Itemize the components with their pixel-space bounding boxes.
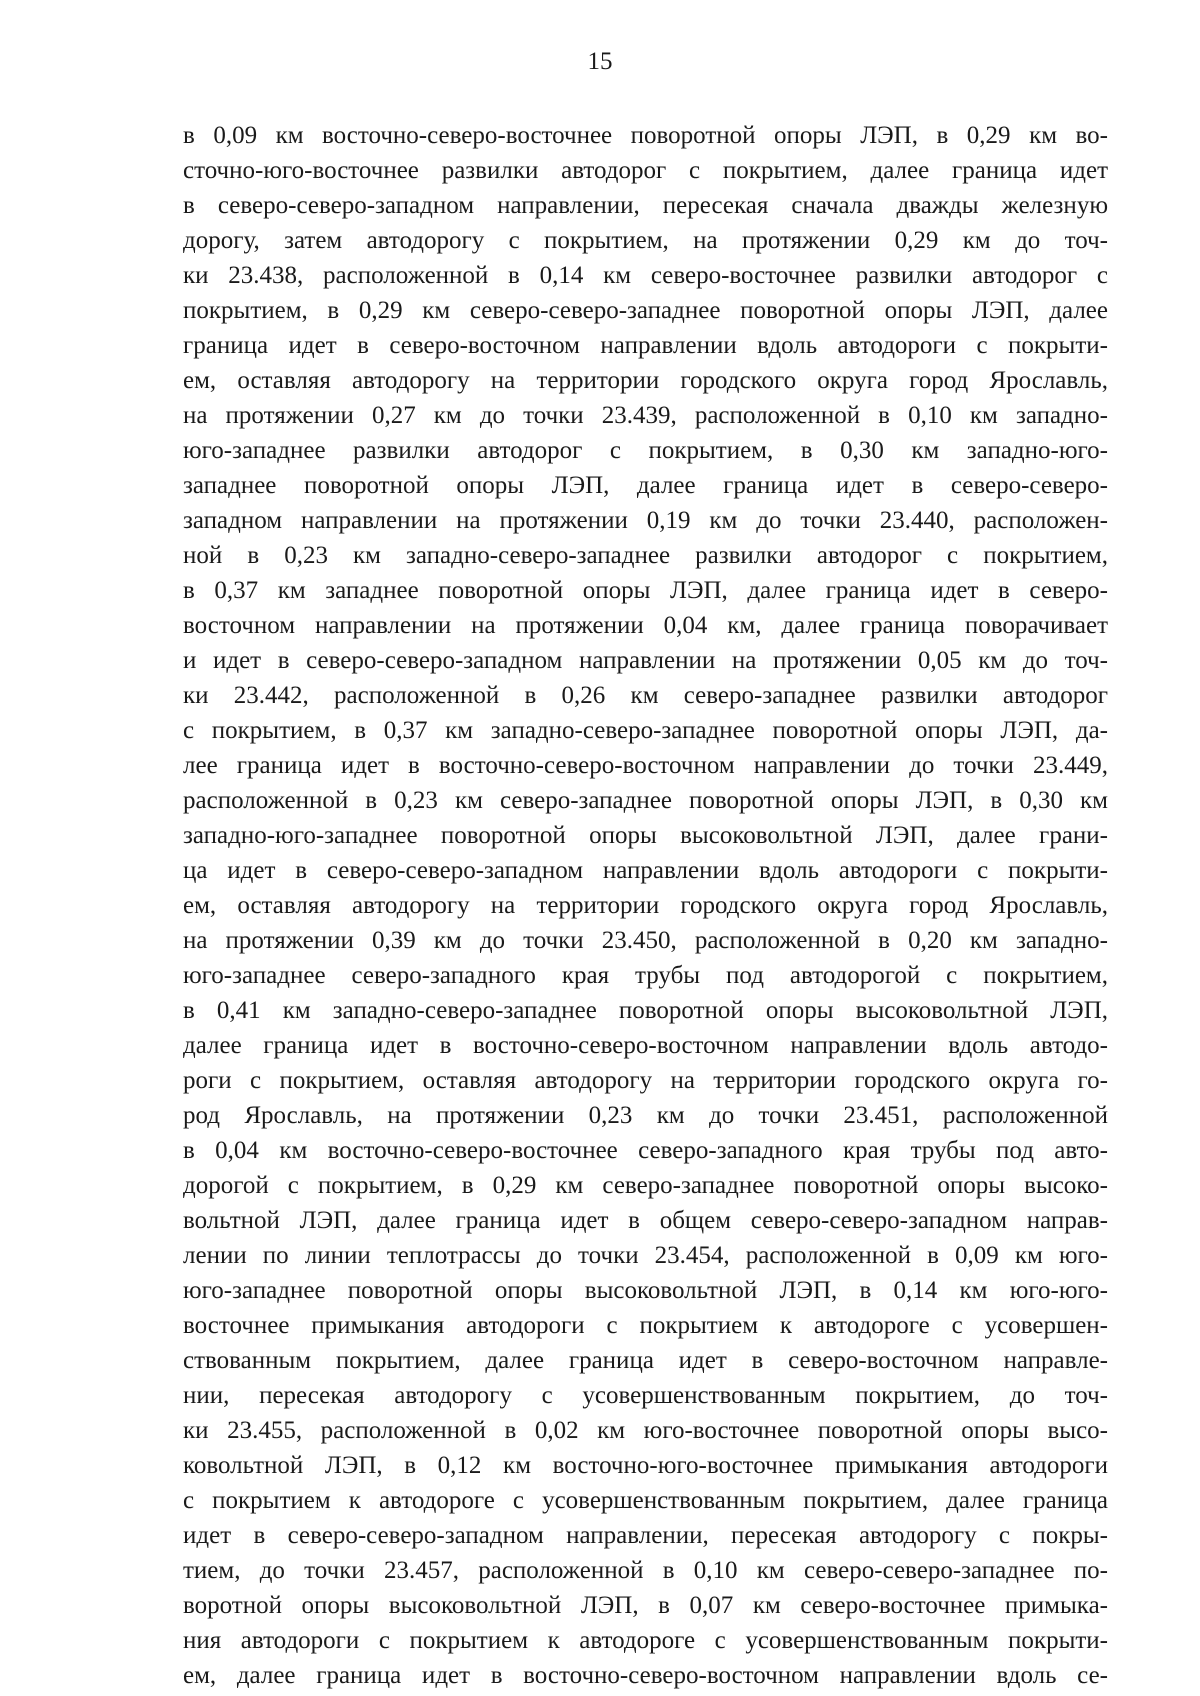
- text-line: лее граница идет в восточно-северо-восточном направлении до точки 23.449,: [183, 752, 1108, 779]
- text-line: ем, далее граница идет в восточно-северо-восточном направлении вдоль се-: [183, 1662, 1108, 1689]
- text-line: тием, до точки 23.457, расположенной в 0,10 км северо-северо-западнее по-: [183, 1557, 1108, 1584]
- text-line: западном направлении на протяжении 0,19 км до точки 23.440, расположен-: [183, 507, 1108, 534]
- text-line: на протяжении 0,27 км до точки 23.439, расположенной в 0,10 км западно-: [183, 402, 1108, 429]
- text-line: западнее поворотной опоры ЛЭП, далее граница идет в северо-северо-: [183, 472, 1108, 499]
- text-line: с покрытием, в 0,37 км западно-северо-западнее поворотной опоры ЛЭП, да-: [183, 717, 1108, 744]
- text-line: граница идет в северо-восточном направлении вдоль автодороги с покрыти-: [183, 332, 1108, 359]
- text-line: ца идет в северо-северо-западном направлении вдоль автодороги с покрыти-: [183, 857, 1108, 884]
- text-line: лении по линии теплотрассы до точки 23.454, расположенной в 0,09 км юго-: [183, 1242, 1108, 1269]
- text-line: в 0,41 км западно-северо-западнее поворотной опоры высоковольтной ЛЭП,: [183, 997, 1108, 1024]
- text-line: западно-юго-западнее поворотной опоры высоковольтной ЛЭП, далее грани-: [183, 822, 1108, 849]
- text-line: юго-западнее развилки автодорог с покрытием, в 0,30 км западно-юго-: [183, 437, 1108, 464]
- text-line: юго-западнее северо-западного края трубы под автодорогой с покрытием,: [183, 962, 1108, 989]
- text-line: род Ярославль, на протяжении 0,23 км до точки 23.451, расположенной: [183, 1102, 1108, 1129]
- text-line: в северо-северо-западном направлении, пересекая сначала дважды железную: [183, 192, 1108, 219]
- text-line: ки 23.442, расположенной в 0,26 км северо-западнее развилки автодорог: [183, 682, 1108, 709]
- text-line: ковольтной ЛЭП, в 0,12 км восточно-юго-восточнее примыкания автодороги: [183, 1452, 1108, 1479]
- body-text: [183, 118, 1108, 1693]
- text-line: на протяжении 0,39 км до точки 23.450, расположенной в 0,20 км западно-: [183, 927, 1108, 954]
- text-line: с покрытием к автодороге с усовершенствованным покрытием, далее граница: [183, 1487, 1108, 1514]
- text-line: восточнее примыкания автодороги с покрытием к автодороге с усовершен-: [183, 1312, 1108, 1339]
- text-line: и идет в северо-северо-западном направлении на протяжении 0,05 км до точ-: [183, 647, 1108, 674]
- text-line: вольтной ЛЭП, далее граница идет в общем северо-северо-западном направ-: [183, 1207, 1108, 1234]
- text-line: далее граница идет в восточно-северо-восточном направлении вдоль автодо-: [183, 1032, 1108, 1059]
- page-number: 15: [587, 48, 613, 75]
- text-line: дорогой с покрытием, в 0,29 км северо-западнее поворотной опоры высоко-: [183, 1172, 1108, 1199]
- text-line: ной в 0,23 км западно-северо-западнее развилки автодорог с покрытием,: [183, 542, 1108, 569]
- text-line: ем, оставляя автодорогу на территории городского округа город Ярославль,: [183, 892, 1108, 919]
- text-line: ствованным покрытием, далее граница идет в северо-восточном направле-: [183, 1347, 1108, 1374]
- text-line: в 0,04 км восточно-северо-восточнее северо-западного края трубы под авто-: [183, 1137, 1108, 1164]
- text-line: в 0,09 км восточно-северо-восточнее поворотной опоры ЛЭП, в 0,29 км во-: [183, 122, 1108, 149]
- text-line: ки 23.455, расположенной в 0,02 км юго-восточнее поворотной опоры высо-: [183, 1417, 1108, 1444]
- text-line: ки 23.438, расположенной в 0,14 км северо-восточнее развилки автодорог с: [183, 262, 1108, 289]
- text-line: сточно-юго-восточнее развилки автодорог с покрытием, далее граница идет: [183, 157, 1108, 184]
- text-line: роги с покрытием, оставляя автодорогу на территории городского округа го-: [183, 1067, 1108, 1094]
- text-line: ем, оставляя автодорогу на территории городского округа город Ярославль,: [183, 367, 1108, 394]
- text-line: нии, пересекая автодорогу с усовершенствованным покрытием, до точ-: [183, 1382, 1108, 1409]
- text-line: дорогу, затем автодорогу с покрытием, на протяжении 0,29 км до точ-: [183, 227, 1108, 254]
- text-line: расположенной в 0,23 км северо-западнее поворотной опоры ЛЭП, в 0,30 км: [183, 787, 1108, 814]
- text-line: идет в северо-северо-западном направлении, пересекая автодорогу с покры-: [183, 1522, 1108, 1549]
- text-line: восточном направлении на протяжении 0,04 км, далее граница поворачивает: [183, 612, 1108, 639]
- text-line: воротной опоры высоковольтной ЛЭП, в 0,07 км северо-восточнее примыка-: [183, 1592, 1108, 1619]
- text-line: ния автодороги с покрытием к автодороге с усовершенствованным покрыти-: [183, 1627, 1108, 1654]
- text-line: покрытием, в 0,29 км северо-северо-западнее поворотной опоры ЛЭП, далее: [183, 297, 1108, 324]
- text-line: юго-западнее поворотной опоры высоковольтной ЛЭП, в 0,14 км юго-юго-: [183, 1277, 1108, 1304]
- text-line: в 0,37 км западнее поворотной опоры ЛЭП, далее граница идет в северо-: [183, 577, 1108, 604]
